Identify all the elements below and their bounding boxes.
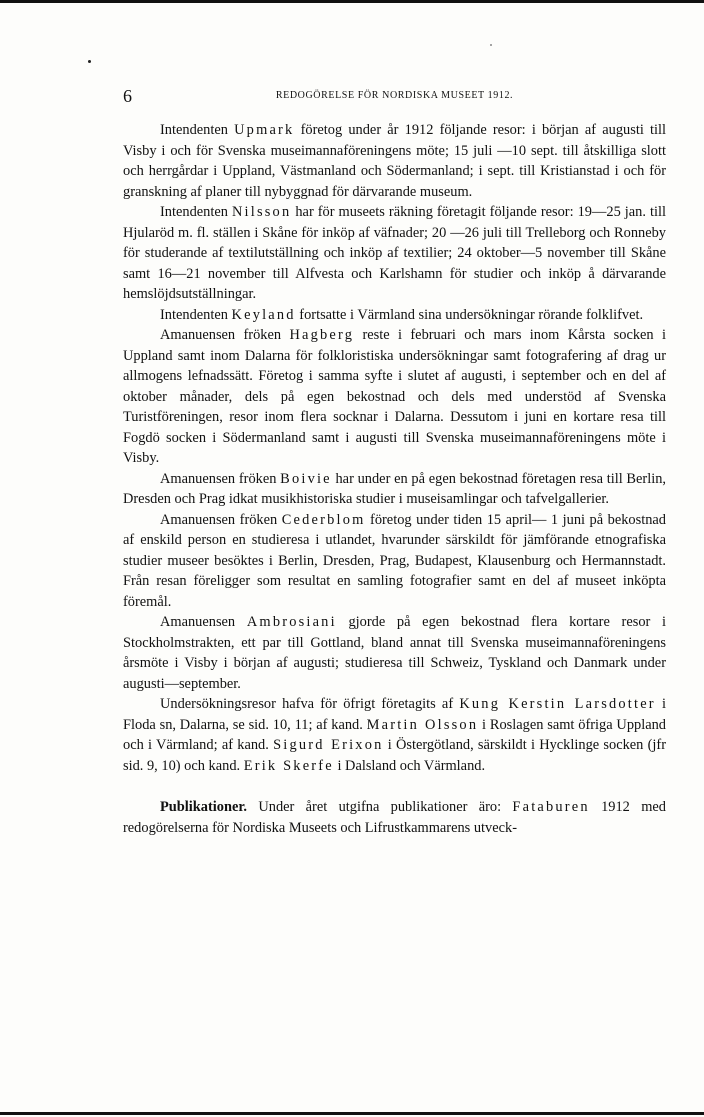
paragraph-text: Undersökningsresor hafva för öfrigt företagits af <box>160 696 460 712</box>
paragraph-text: gjorde på egen bekostnad flera kortare resor i Stockholmstrakten, ett par till Gottland, bland annat till Svenska museimannaföreningens årsmöte i Visby i början af augusti; studieresa till Schweiz, Tyskland och Danmark under augusti—september. <box>123 614 667 692</box>
paragraph-text: i Floda sn, Dalarna, se sid. 10, 11; af kand. <box>123 696 666 733</box>
paragraph-text: fortsatte i Värmland sina undersökningar rörande folklifvet. <box>295 306 644 323</box>
top-scan-edge <box>0 0 704 3</box>
person-name: Martin Olsson <box>366 716 479 733</box>
scan-speck <box>88 60 91 63</box>
paragraph-text: Intendenten <box>160 306 232 323</box>
person-name: Ambrosiani <box>246 614 337 630</box>
paragraph-text: i Dalsland och Värmland. <box>333 757 486 774</box>
person-name: Kung Kerstin Larsdotter <box>459 696 656 712</box>
paragraph-text: har under en på egen bekostnad företagen resa till Berlin, Dresden och Prag idkat musikhistoriska studier i museisamlingar och tafvelgallerier. <box>123 470 666 507</box>
paragraph-text: Intendenten <box>160 122 235 138</box>
body-text <box>123 120 666 838</box>
person-name: Nilsson <box>231 204 292 220</box>
page-header <box>123 86 666 106</box>
paragraph-text: 1912 med redogörelserna för Nordiska Museets och Lifrustkammarens utveck- <box>123 799 666 836</box>
paragraph-text: Amanuensen fröken <box>160 511 282 528</box>
person-name: Erik Skerfe <box>243 757 334 774</box>
publication-title: Fataburen <box>512 799 590 815</box>
paragraph-text: företog under år 1912 följande resor: i början af augusti till Visby i och för Svenska museimannaföreningens möte; 15 juli —10 sept. till åtskilliga slott och herrgårdar i Uppland, Västmanland och Södermanland; i sept. till Kristianstad i och för granskning af planer till nybyggnad för därvarande museum. <box>123 122 666 200</box>
paragraph-text: Amanuensen <box>160 614 247 630</box>
paragraph-text: reste i februari och mars inom Kårsta socken i Uppland samt inom Dalarna för folkloristiska undersökningar samt fotografering af drag ur allmogens lefnadssätt. Företog i samma syfte i slutet af augusti, i september och en del af oktober månader, dels på egen bekostnad och dels med understöd af Svenska Turistföreningen, resor inom flera socknar i Dalarna. Dessutom i juni en kortare resa till Fogdö socken i Södermanland samt i augusti till Svenska museimannaföreningens möte i Visby. <box>123 327 666 466</box>
person-name: Hagberg <box>289 327 355 343</box>
section-gap <box>123 776 666 797</box>
section-heading: Publikationer. <box>160 799 248 815</box>
paragraph-text: Amanuensen fröken <box>160 327 290 343</box>
paragraph-text: företog under tiden 15 april— 1 juni på bekostnad af enskild person en studieresa i utlandet, hvarunder särskildt för jämförande etnografiska studier museer besöktes i Berlin, Dresden, Prag, Budapest, Klausenburg och Hermannstadt. Från resan föreligger som resultat en samling fotografier samt en del af museet inköpta föremål. <box>123 511 666 610</box>
person-name: Sigurd Erixon <box>273 737 384 753</box>
person-name: Upmark <box>234 122 295 138</box>
paragraph-keyland <box>123 305 666 326</box>
person-name: Keyland <box>231 306 296 323</box>
paragraph-undersokningsresor <box>123 694 666 776</box>
paragraph-text: i Roslagen samt öfriga Uppland och i Värmland; af kand. <box>123 716 666 753</box>
paragraph-text: Amanuensen fröken <box>160 470 281 487</box>
paragraph-nilsson <box>123 202 666 305</box>
running-head: REDOGÖRELSE FÖR NORDISKA MUSEET 1912. <box>275 90 514 101</box>
scan-speck <box>490 44 492 46</box>
paragraph-ambrosiani <box>123 612 666 694</box>
person-name: Cederblom <box>281 511 366 528</box>
person-name: Boivie <box>280 470 332 487</box>
paragraph-upmark <box>123 120 666 202</box>
paragraph-text: i Östergötland, särskildt i Hycklinge socken (jfr sid. 9, 10) och kand. <box>123 737 667 774</box>
paragraph-text: Under året utgifna publikationer äro: <box>247 799 513 815</box>
paragraph-publikationer <box>123 797 666 838</box>
paragraph-text: har för museets räkning företagit följande resor: 19—25 jan. till Hjularöd m. fl. ställen i Skåne för inköp af väfnader; 20 —26 juli till Trelleborg och Ronneby för studerande af textilutställning och inköp af textilier; 24 oktober—5 november till Skåne samt 16—21 november till Alfvesta och Karlshamn för studier och inköp å därvarande hemslöjdsutställningar. <box>123 204 666 302</box>
paragraph-cederblom <box>123 510 666 613</box>
paragraph-text: Intendenten <box>160 204 232 220</box>
page-number: 6 <box>123 86 132 106</box>
paragraph-boivie <box>123 469 666 510</box>
bottom-scan-edge <box>0 1112 704 1115</box>
paragraph-hagberg <box>123 325 666 469</box>
